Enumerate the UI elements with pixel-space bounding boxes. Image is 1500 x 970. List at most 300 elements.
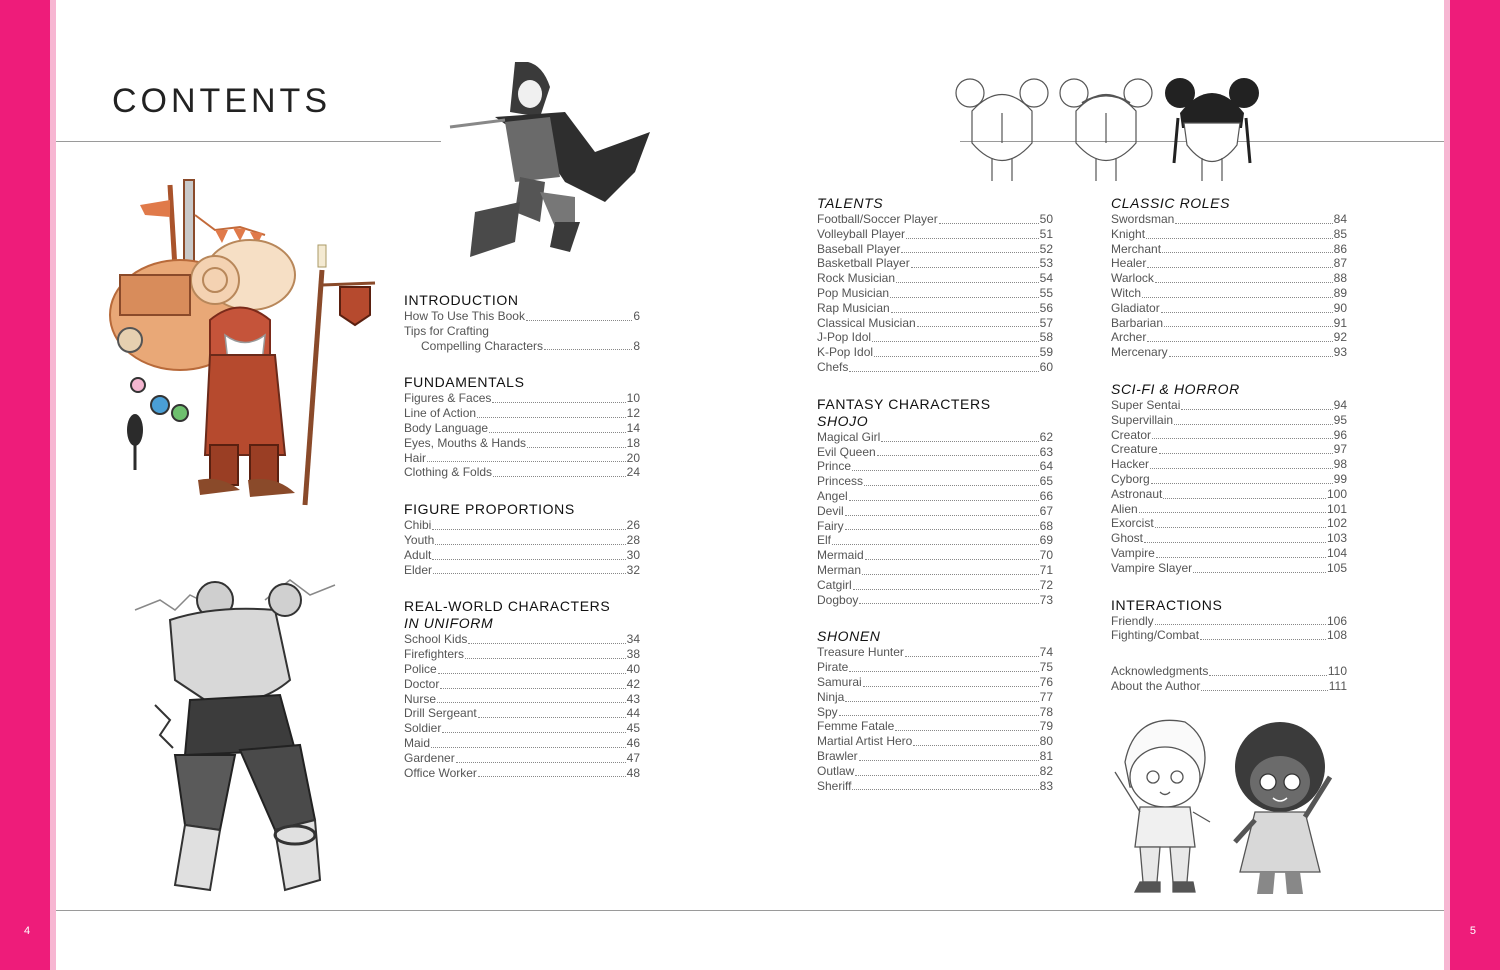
entry-title: Sheriff: [817, 778, 852, 793]
entry-page-number: 86: [1333, 241, 1347, 256]
dot-leader: [465, 658, 626, 659]
dot-leader: [852, 789, 1038, 790]
dot-leader: [492, 402, 625, 403]
dot-leader: [477, 417, 626, 418]
entry-page-number: 78: [1039, 704, 1053, 719]
entry-page-number: 57: [1039, 315, 1053, 330]
entry-page-number: 90: [1333, 300, 1347, 315]
toc-entry[interactable]: [404, 662, 640, 677]
toc-entry[interactable]: [404, 706, 640, 721]
entry-title: Dogboy: [817, 592, 859, 607]
entry-page-number: 88: [1333, 271, 1347, 286]
toc-entry[interactable]: [404, 406, 640, 421]
toc-entry[interactable]: [817, 345, 1053, 360]
toc-entry[interactable]: [1111, 398, 1347, 413]
entry-page-number: 64: [1039, 459, 1053, 474]
dot-leader: [1181, 409, 1332, 410]
entry-title: Pop Musician: [817, 285, 890, 300]
dot-leader: [440, 688, 625, 689]
entry-title: Tips for Crafting: [404, 323, 489, 338]
toc-entry[interactable]: [817, 212, 1053, 227]
entry-page-number: 43: [626, 691, 640, 706]
entry-title: Magical Girl: [817, 429, 881, 444]
dot-leader: [527, 447, 626, 448]
entry-title: Baseball Player: [817, 241, 901, 256]
entry-title: About the Author: [1111, 678, 1201, 693]
entry-title: Swordsman: [1111, 212, 1175, 226]
entry-page-number: 75: [1039, 660, 1053, 675]
entry-title: Treasure Hunter: [817, 645, 904, 660]
toc-entry[interactable]: [817, 533, 1053, 548]
entry-page-number: 92: [1333, 330, 1347, 345]
toc-entry[interactable]: [817, 271, 1053, 286]
entry-title: Friendly: [1111, 613, 1154, 628]
entry-page-number: 47: [626, 750, 640, 765]
dot-leader: [855, 775, 1038, 776]
dot-leader: [1193, 572, 1326, 573]
entry-title: Doctor: [404, 676, 440, 691]
toc-entry[interactable]: [817, 360, 1053, 375]
dot-leader: [1139, 512, 1326, 513]
section-heading: TALENTS: [817, 195, 884, 211]
entry-page-number: 18: [626, 435, 640, 450]
entry-page-number: 99: [1333, 471, 1347, 486]
toc-entry[interactable]: [817, 504, 1053, 519]
entry-page-number: 72: [1039, 577, 1053, 592]
entry-page-number: 67: [1039, 503, 1053, 518]
dot-leader: [849, 500, 1039, 501]
entry-title: Angel: [817, 488, 848, 503]
toc-entry[interactable]: [1111, 546, 1347, 561]
entry-page-number: 111: [1328, 678, 1347, 693]
toc-entry[interactable]: [404, 563, 640, 578]
toc-entry[interactable]: [817, 779, 1053, 794]
entry-page-number: 108: [1326, 628, 1347, 643]
toc-entry[interactable]: [817, 301, 1053, 316]
toc-column-3: [1111, 195, 1347, 715]
entry-title: Vampire: [1111, 545, 1155, 560]
toc-entry[interactable]: [817, 734, 1053, 749]
entry-page-number: 87: [1333, 256, 1347, 271]
toc-entry[interactable]: [1111, 345, 1347, 360]
toc-entry[interactable]: [404, 324, 640, 339]
toc-entry[interactable]: [404, 533, 640, 548]
entry-title: Knight: [1111, 226, 1146, 241]
toc-entry[interactable]: [1111, 301, 1347, 316]
dot-leader: [1142, 297, 1333, 298]
toc-entry[interactable]: [817, 459, 1053, 474]
toc-section-sci-fi-horror: [1111, 381, 1347, 576]
toc-entry[interactable]: [1111, 428, 1347, 443]
entry-title: Devil: [817, 503, 844, 518]
toc-entry[interactable]: [1111, 679, 1347, 694]
entry-page-number: 46: [626, 735, 640, 750]
section-subheading: IN UNIFORM: [404, 615, 494, 632]
entry-title: Warlock: [1111, 271, 1154, 286]
toc-entry[interactable]: [817, 445, 1053, 460]
entry-title: Ninja: [817, 689, 845, 704]
dot-leader: [849, 671, 1038, 672]
entry-page-number: 69: [1039, 533, 1053, 548]
dot-leader: [905, 656, 1039, 657]
entry-title: Volleyball Player: [817, 226, 906, 241]
entry-page-number: 34: [626, 632, 640, 647]
toc-entry[interactable]: [817, 675, 1053, 690]
entry-page-number: 40: [626, 661, 640, 676]
entry-title: Archer: [1111, 330, 1147, 345]
entry-title: Clothing & Folds: [404, 465, 493, 480]
entry-page-number: 84: [1333, 212, 1347, 226]
entry-page-number: 89: [1333, 285, 1347, 300]
right-page-edge: [1450, 0, 1500, 970]
toc-entry[interactable]: [817, 548, 1053, 563]
dot-leader: [427, 461, 626, 462]
entry-title: Office Worker: [404, 765, 477, 780]
entry-page-number: 83: [1039, 778, 1053, 793]
toc-section-introduction: [404, 292, 640, 353]
toc-section-figure-proportions: [404, 501, 640, 577]
entry-title: Elder: [404, 562, 433, 577]
entry-page-number: 76: [1039, 674, 1053, 689]
entry-page-number: 6: [633, 309, 640, 323]
dot-leader: [1147, 341, 1332, 342]
entry-page-number: 94: [1333, 397, 1347, 412]
dot-leader: [1156, 557, 1326, 558]
toc-entry[interactable]: [1111, 516, 1347, 531]
entry-title: Femme Fatale: [817, 719, 895, 734]
entry-page-number: 100: [1326, 486, 1347, 501]
entry-title: Compelling Characters: [421, 338, 544, 353]
entry-page-number: 14: [626, 420, 640, 435]
toc-entry[interactable]: [404, 647, 640, 662]
entry-title: Rap Musician: [817, 300, 890, 315]
toc-entry[interactable]: [817, 489, 1053, 504]
toc-entry[interactable]: [817, 430, 1053, 445]
dot-leader: [1161, 312, 1333, 313]
dot-leader: [1175, 223, 1332, 224]
entry-page-number: 48: [626, 765, 640, 780]
toc-entry[interactable]: [817, 719, 1053, 734]
toc-section-shonen: [817, 628, 1053, 793]
entry-page-number: 38: [626, 647, 640, 662]
entry-page-number: 102: [1326, 516, 1347, 531]
dot-leader: [544, 349, 632, 350]
left-page-edge-highlight: [50, 0, 56, 970]
entry-title: Nurse: [404, 691, 437, 706]
dot-leader: [1164, 326, 1333, 327]
entry-page-number: 54: [1039, 271, 1053, 286]
toc-entry[interactable]: [404, 391, 640, 406]
toc-entry[interactable]: [817, 227, 1053, 242]
entry-page-number: 10: [626, 391, 640, 406]
entry-page-number: 77: [1039, 689, 1053, 704]
dot-leader: [1163, 498, 1326, 499]
entry-title: Hacker: [1111, 457, 1150, 472]
entry-title: Soldier: [404, 721, 442, 736]
entry-page-number: 73: [1039, 592, 1053, 607]
dot-leader: [1144, 542, 1326, 543]
toc-entry[interactable]: [404, 692, 640, 707]
dot-leader: [1151, 483, 1333, 484]
entry-title: Exorcist: [1111, 516, 1154, 531]
toc-entry[interactable]: [404, 339, 640, 354]
toc-entry[interactable]: [1111, 316, 1347, 331]
toc-entry[interactable]: [817, 593, 1053, 608]
entry-page-number: 20: [626, 450, 640, 465]
entry-title: Rock Musician: [817, 271, 896, 286]
toc-entry[interactable]: [817, 242, 1053, 257]
dot-leader: [1146, 238, 1333, 239]
dot-leader: [872, 341, 1039, 342]
toc-entry[interactable]: [817, 578, 1053, 593]
entry-title: Ghost: [1111, 531, 1144, 546]
entry-page-number: 8: [633, 338, 640, 353]
entry-title: Pirate: [817, 660, 849, 675]
entry-title: Gardener: [404, 750, 455, 765]
dot-leader: [917, 326, 1039, 327]
section-heading: CLASSIC ROLES: [1111, 195, 1231, 211]
dot-leader: [890, 297, 1039, 298]
toc-entry[interactable]: [1111, 242, 1347, 257]
toc-entry[interactable]: [817, 286, 1053, 301]
chibi-kids-illustration: [1105, 712, 1345, 907]
entry-page-number: 79: [1039, 719, 1053, 734]
toc-section-fundamentals: [404, 374, 640, 480]
toc-entry[interactable]: [404, 436, 640, 451]
toc-entry[interactable]: [817, 764, 1053, 779]
entry-page-number: 93: [1333, 345, 1347, 360]
entry-page-number: 81: [1039, 748, 1053, 763]
section-heading: INTERACTIONS: [1111, 596, 1223, 613]
dot-leader: [1200, 639, 1326, 640]
dot-leader: [437, 702, 626, 703]
entry-page-number: 32: [626, 562, 640, 577]
dot-leader: [845, 515, 1039, 516]
toc-entry[interactable]: [404, 451, 640, 466]
dot-leader: [865, 559, 1039, 560]
dot-leader: [859, 603, 1038, 604]
entry-title: Line of Action: [404, 406, 477, 421]
dot-leader: [442, 732, 625, 733]
dot-leader: [859, 760, 1039, 761]
entry-title: Astronaut: [1111, 486, 1163, 501]
entry-title: Merman: [817, 562, 862, 577]
entry-page-number: 28: [626, 532, 640, 547]
dot-leader: [832, 544, 1039, 545]
toc-entry[interactable]: [817, 330, 1053, 345]
header-rule-left: [56, 141, 441, 142]
entry-title: Healer: [1111, 256, 1147, 271]
toc-entry[interactable]: [404, 736, 640, 751]
section-heading: REAL-WORLD CHARACTERS: [404, 598, 611, 615]
footer-rule: [56, 910, 1444, 911]
toc-entry[interactable]: [1111, 502, 1347, 517]
toc-entry[interactable]: [1111, 271, 1347, 286]
entry-title: Hair: [404, 450, 427, 465]
section-heading: INTRODUCTION: [404, 292, 519, 308]
entry-page-number: 63: [1039, 444, 1053, 459]
toc-entry[interactable]: [404, 548, 640, 563]
entry-page-number: 44: [626, 706, 640, 721]
toc-entry[interactable]: [817, 563, 1053, 578]
entry-page-number: 97: [1333, 442, 1347, 457]
entry-title: Creature: [1111, 442, 1158, 457]
entry-page-number: 101: [1326, 501, 1347, 516]
dot-leader: [862, 574, 1039, 575]
toc-entry[interactable]: [1111, 413, 1347, 428]
toc-entry[interactable]: [1111, 472, 1347, 487]
entry-page-number: 80: [1039, 734, 1053, 749]
entry-page-number: 74: [1039, 645, 1053, 660]
right-page-edge-highlight: [1444, 0, 1450, 970]
dot-leader: [493, 476, 626, 477]
entry-title: Barbarian: [1111, 315, 1164, 330]
toc-entry[interactable]: [404, 721, 640, 736]
entry-title: Body Language: [404, 420, 489, 435]
dot-leader: [852, 470, 1039, 471]
entry-page-number: 91: [1333, 315, 1347, 330]
dot-leader: [881, 441, 1038, 442]
page-title: CONTENTS: [112, 82, 331, 120]
dot-leader: [896, 282, 1039, 283]
entry-title: Evil Queen: [817, 444, 876, 459]
entry-title: Witch: [1111, 285, 1141, 300]
toc-entry[interactable]: [1111, 487, 1347, 502]
toc-entry[interactable]: [1111, 457, 1347, 472]
dot-leader: [864, 485, 1039, 486]
toc-entry[interactable]: [404, 309, 640, 324]
toc-entry[interactable]: [817, 660, 1053, 675]
dot-leader: [432, 559, 625, 560]
entry-title: Mercenary: [1111, 345, 1168, 360]
entry-page-number: 103: [1326, 531, 1347, 546]
toc-entry[interactable]: [1111, 614, 1347, 629]
section-heading: SHONEN: [817, 628, 881, 645]
dot-leader: [1155, 527, 1326, 528]
entry-title: Elf: [817, 533, 832, 548]
entry-page-number: 53: [1039, 256, 1053, 271]
toc-entry[interactable]: [817, 645, 1053, 660]
entry-page-number: 85: [1333, 226, 1347, 241]
entry-title: Princess: [817, 474, 864, 489]
entry-page-number: 70: [1039, 548, 1053, 563]
dot-leader: [906, 238, 1039, 239]
hairstyle-sketches-illustration: [952, 73, 1262, 183]
entry-title: Chefs: [817, 359, 849, 374]
dot-leader: [901, 252, 1038, 253]
toc-entry[interactable]: [404, 677, 640, 692]
dot-leader: [845, 701, 1038, 702]
dot-leader: [1159, 453, 1333, 454]
entry-page-number: 60: [1039, 359, 1053, 374]
toc-entry[interactable]: [817, 690, 1053, 705]
toc-entry[interactable]: [404, 632, 640, 647]
entry-title: School Kids: [404, 632, 468, 647]
section-heading: FUNDAMENTALS: [404, 374, 525, 391]
dot-leader: [853, 589, 1039, 590]
entry-page-number: 51: [1039, 226, 1053, 241]
entry-title: Drill Sergeant: [404, 706, 477, 721]
entry-title: Fighting/Combat: [1111, 628, 1200, 643]
toc-entry[interactable]: [1111, 256, 1347, 271]
toc-entry[interactable]: [1111, 286, 1347, 301]
dot-leader: [863, 686, 1039, 687]
entry-title: Supervillain: [1111, 412, 1174, 427]
dot-leader: [433, 573, 626, 574]
toc-entry[interactable]: [1111, 561, 1347, 576]
entry-title: Eyes, Mouths & Hands: [404, 435, 527, 450]
section-heading: SCI-FI & HORROR: [1111, 380, 1240, 397]
entry-title: Cyborg: [1111, 471, 1150, 486]
toc-entry[interactable]: [817, 519, 1053, 534]
toc-entry[interactable]: [1111, 442, 1347, 457]
dot-leader: [877, 455, 1039, 456]
toc-section-classic-roles: [1111, 195, 1347, 360]
entry-title: Creator: [1111, 427, 1152, 442]
entry-page-number: 96: [1333, 427, 1347, 442]
dot-leader: [839, 715, 1039, 716]
dot-leader: [478, 776, 626, 777]
toc-entry[interactable]: [404, 751, 640, 766]
entry-title: Youth: [404, 532, 435, 547]
toc-entry[interactable]: [1111, 531, 1347, 546]
dot-leader: [431, 747, 626, 748]
entry-title: Chibi: [404, 518, 432, 533]
toc-entry[interactable]: [1111, 227, 1347, 242]
toc-entry[interactable]: [404, 766, 640, 781]
entry-title: Football/Soccer Player: [817, 212, 938, 226]
toc-entry[interactable]: [817, 316, 1053, 331]
entry-page-number: 52: [1039, 241, 1053, 256]
entry-title: Fairy: [817, 518, 844, 533]
dot-leader: [911, 267, 1039, 268]
entry-title: Martial Artist Hero: [817, 734, 913, 749]
entry-page-number: 98: [1333, 457, 1347, 472]
toc-entry[interactable]: [404, 518, 640, 533]
entry-title: Catgirl: [817, 577, 852, 592]
dot-leader: [1152, 438, 1333, 439]
toc-entry[interactable]: [1111, 628, 1347, 643]
toc-entry[interactable]: [1111, 212, 1347, 227]
toc-entry[interactable]: [817, 256, 1053, 271]
entry-page-number: 68: [1039, 518, 1053, 533]
toc-entry[interactable]: [817, 474, 1053, 489]
entry-page-number: 110: [1327, 664, 1347, 679]
entry-page-number: 105: [1326, 560, 1347, 575]
entry-page-number: 82: [1039, 763, 1053, 778]
toc-column-1: [404, 292, 640, 801]
dot-leader: [1201, 690, 1327, 691]
toc-entry[interactable]: [817, 749, 1053, 764]
dot-leader: [526, 320, 632, 321]
entry-page-number: 71: [1039, 562, 1053, 577]
dot-leader: [435, 544, 625, 545]
toc-entry[interactable]: [404, 465, 640, 480]
left-page-number: 4: [24, 925, 31, 937]
entry-page-number: 42: [626, 676, 640, 691]
dot-leader: [939, 223, 1039, 224]
dot-leader: [1169, 356, 1333, 357]
entry-page-number: 104: [1326, 545, 1347, 560]
toc-entry[interactable]: [817, 705, 1053, 720]
toc-entry[interactable]: [1111, 664, 1347, 679]
toc-entry[interactable]: [1111, 330, 1347, 345]
dot-leader: [456, 762, 626, 763]
dot-leader: [432, 529, 625, 530]
entry-title: J-Pop Idol: [817, 330, 872, 345]
toc-column-2: [817, 195, 1053, 814]
toc-entry[interactable]: [404, 421, 640, 436]
